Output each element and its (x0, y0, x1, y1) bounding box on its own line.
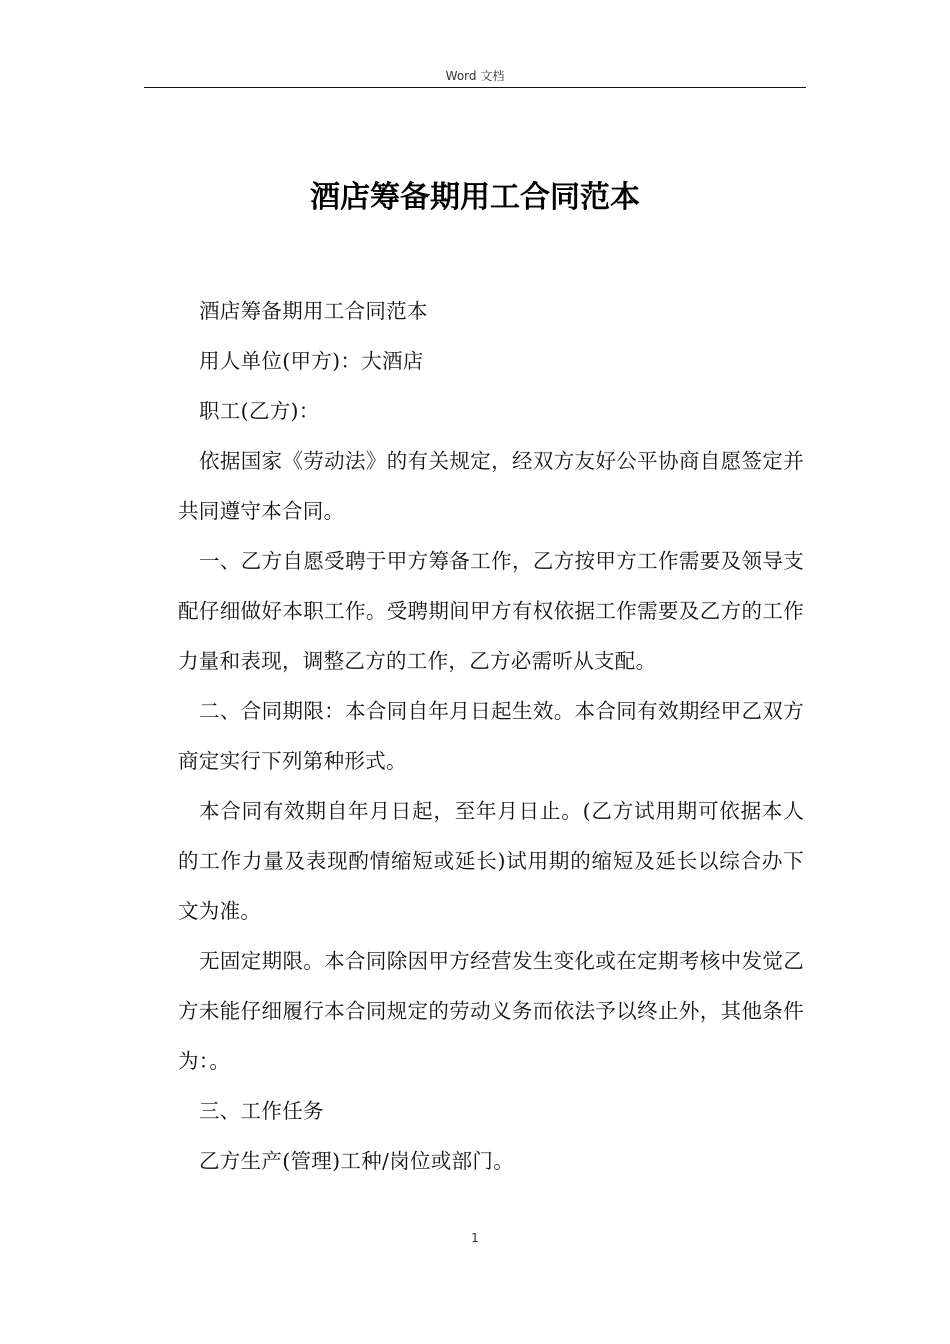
document-title: 酒店筹备期用工合同范本 (310, 180, 640, 216)
paragraph-employee: 职工(乙方)： (199, 399, 320, 423)
paragraph-clause-3-heading: 三、工作任务 (199, 1099, 324, 1123)
paragraph-preamble: 依据国家《劳动法》的有关规定，经双方友好公平协商自愿签定并共同遵守本合同。 (178, 449, 804, 523)
paragraph-fixed-term: 本合同有效期自年月日起，至年月日止。(乙方试用期可依据本人的工作力量及表现酌情缩短或延长)试用期的缩短及延长以综合办下文为准。 (178, 799, 804, 923)
paragraph-open-term: 无固定期限。本合同除因甲方经营发生变化或在定期考核中发觉乙方未能仔细履行本合同规定的劳动义务而依法予以终止外，其他条件为：。 (178, 949, 804, 1073)
paragraph-employer: 用人单位(甲方)：大酒店 (199, 349, 424, 373)
paragraph-clause-1: 一、乙方自愿受聘于甲方筹备工作，乙方按甲方工作需要及领导支配仔细做好本职工作。受聘期间甲方有权依据工作需要及乙方的工作力量和表现，调整乙方的工作，乙方必需听从支配。 (178, 549, 804, 673)
page-number: 1 (471, 1231, 479, 1245)
paragraph-position: 乙方生产(管理)工种/岗位或部门。 (199, 1149, 515, 1173)
paragraph-contract-name: 酒店筹备期用工合同范本 (199, 299, 428, 323)
document-body (178, 286, 804, 1186)
header-label: Word 文档 (445, 69, 505, 83)
header-divider (144, 87, 806, 88)
paragraph-clause-2: 二、合同期限：本合同自年月日起生效。本合同有效期经甲乙双方商定实行下列第种形式。 (178, 699, 804, 773)
